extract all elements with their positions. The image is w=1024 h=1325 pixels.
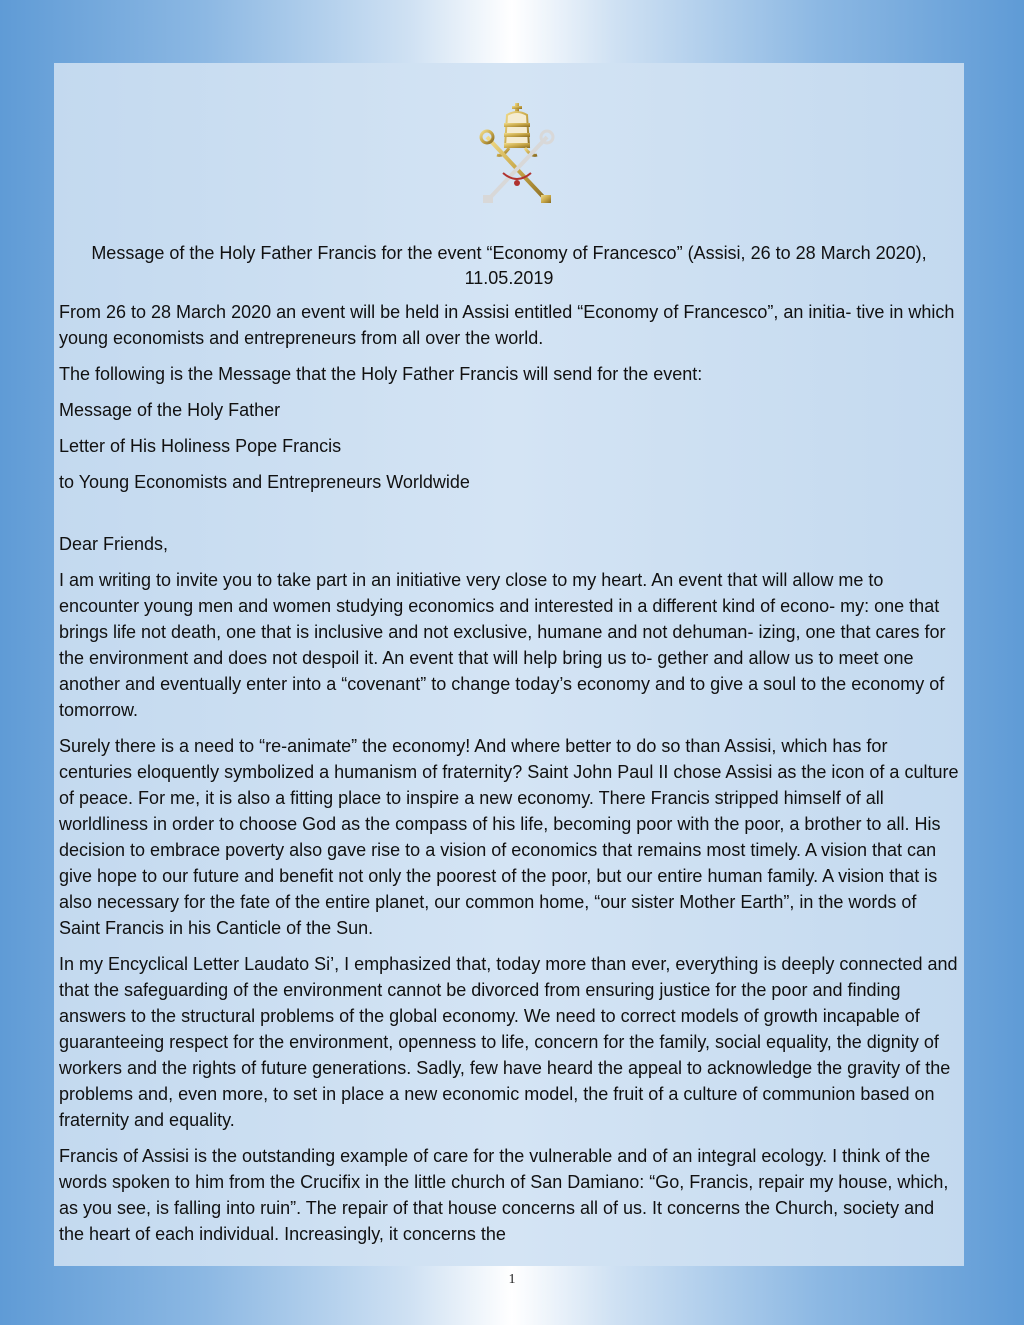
heading-line: Letter of His Holiness Pope Francis [59, 436, 342, 456]
heading-line: Message of the Holy Father [59, 400, 281, 420]
document-body [59, 299, 961, 1257]
letter-paragraph: In my Encyclical Letter Laudato Si’, I emphasized that, today more than ever, everything is deeply connected and that the safeguarding of the environment cannot be divorced from ensuring justice for the poor and finding answers to the structural problems of the global economy. We need to correct models of growth incapable of guaranteeing respect for the environment, openness to life, concern for the family, social equality, the dignity of workers and the rights of future generations. Sadly, few have heard the appeal to acknowledge the gravity of the problems and, even more, to set in place a new economic model, the fruit of a culture of communion based on fraternity and equality. [59, 954, 958, 1130]
papal-coat-of-arms-icon [473, 103, 561, 211]
document-panel [54, 63, 964, 1266]
page-number: 1 [508, 1272, 516, 1287]
intro-paragraph: From 26 to 28 March 2020 an event will be held in Assisi entitled “Economy of Francesco”, an initia- tive in which young economists and entrepreneurs from all over the world. [59, 302, 955, 348]
letter-paragraph: I am writing to invite you to take part in an initiative very close to my heart. An event that will allow me to encounter young men and women studying economics and interested in a different kind of econo- my: one that brings life not death, one that is inclusive and not exclusive, humane and not dehuman- izing, one that cares for the environment and does not despoil it. An event that will help bring us to- gether and allow us to meet one another and eventually enter into a “covenant” to change today’s economy and to give a soul to the economy of tomorrow. [59, 570, 946, 720]
heading-line: to Young Economists and Entrepreneurs Worldwide [59, 472, 470, 492]
letter-paragraph: Francis of Assisi is the outstanding example of care for the vulnerable and of an integral ecology. I think of the words spoken to him from the Crucifix in the little church of San Damiano: “Go, Francis, repair my house, which, as you see, is falling into ruin”. The repair of that house concerns all of us. It concerns the Church, society and the heart of each individual. Increasingly, it concerns the [59, 1146, 949, 1244]
letter-paragraph: Surely there is a need to “re-animate” the economy! And where better to do so than Assisi, which has for centuries eloquently symbolized a humanism of fraternity? Saint John Paul II chose Assisi as the icon of a culture of peace. For me, it is also a fitting place to inspire a new economy. There Francis stripped himself of all worldliness in order to choose God as the compass of his life, becoming poor with the poor, a brother to all. His decision to embrace poverty also gave rise to a vision of economics that remains most timely. A vision that can give hope to our future and benefit not only the poorest of the poor, but our entire human family. A vision that is also necessary for the fate of the entire planet, our common home, “our sister Mother Earth”, in the words of Saint Francis in his Canticle of the Sun. [59, 736, 959, 938]
letter-greeting: Dear Friends, [59, 534, 169, 554]
intro-paragraph: The following is the Message that the Holy Father Francis will send for the event: [59, 364, 703, 384]
document-title: Message of the Holy Father Francis for the event “Economy of Francesco” (Assisi, 26 to 28 March 2020), 11.05.2019 [91, 243, 927, 288]
